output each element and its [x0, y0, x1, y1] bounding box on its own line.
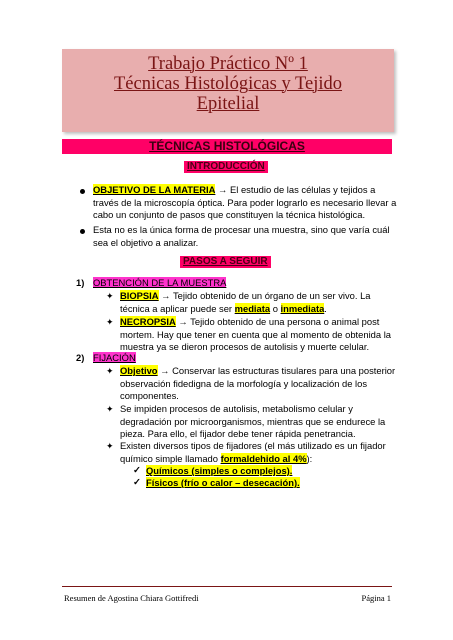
check-item-1: Químicos (simples o complejos). [146, 465, 293, 476]
fijadores-item: Existen diversos tipos de fijadores (el más utilizado es un fijador químico simple llamado formaldehido al 4%): [120, 440, 386, 464]
item-1-number: 1) [76, 277, 85, 288]
item-2-label: FIJACIÓN [93, 352, 136, 363]
checkmark-icon: ✓ [133, 477, 141, 488]
inmediata-term: inmediata [280, 302, 325, 314]
formaldehido-term: formaldehido al 4% [220, 452, 307, 464]
necropsia-term: NECROPSIA [120, 316, 176, 327]
star-bullet-icon: ✦ [106, 366, 114, 376]
arrow-icon: → [160, 365, 170, 376]
objetivo-term: Objetivo [120, 365, 158, 376]
footer-author: Resumen de Agostina Chiara Gottifredi [64, 593, 199, 603]
bullet-dot [80, 189, 85, 194]
arrow-icon: → [218, 184, 228, 195]
star-bullet-icon: ✦ [106, 404, 114, 414]
bullet-dot [80, 229, 85, 234]
footer-page-number: Página 1 [361, 593, 391, 603]
pasos-heading: PASOS A SEGUIR [180, 256, 271, 268]
title-line-3: Epitelial [196, 94, 260, 114]
autolisis-item: Se impiden procesos de autolisis, metabolismo celular y degradación por microorganismos, mientras que se endurece la pieza. Para ello, el fijador debe tener rápida penetrancia. [120, 403, 386, 440]
title-line-1: Trabajo Práctico Nº 1 [148, 54, 308, 74]
arrow-icon: → [178, 316, 188, 327]
star-bullet-icon: ✦ [106, 441, 114, 451]
star-bullet-icon: ✦ [106, 317, 114, 327]
objetivo-materia-term: OBJETIVO DE LA MATERIA [93, 184, 216, 195]
intro-bullet-1: OBJETIVO DE LA MATERIA → El estudio de las células y tejidos a través de la microscopía óptica. Para poder lograrlo es necesario llevar a cabo un conjunto de pasos que constituyen la técnica histológica. [93, 184, 397, 221]
check-item-2: Físicos (frío o calor – desecación). [146, 477, 300, 488]
title-box [62, 49, 394, 132]
intro-heading: INTRODUCCIÓN [184, 161, 268, 173]
star-bullet-icon: ✦ [106, 291, 114, 301]
item-1-label: OBTENCIÓN DE LA MUESTRA [93, 277, 227, 288]
footer-divider [62, 586, 392, 587]
arrow-icon: → [161, 290, 171, 301]
biopsia-term: BIOPSIA [120, 290, 159, 301]
biopsia-item: BIOPSIA → Tejido obtenido de un órgano de un ser vivo. La técnica a aplicar puede ser mediata o inmediata. [120, 290, 371, 314]
necropsia-item: NECROPSIA → Tejido obtenido de una persona o animal post mortem. Hay que tener en cuenta que al momento de obtenida la muestra ya se dieron procesos de autolisis y muerte celular. [120, 316, 392, 353]
title-line-2: Técnicas Histológicas y Tejido [113, 74, 343, 94]
checkmark-icon: ✓ [133, 465, 141, 476]
mediata-term: mediata [234, 302, 271, 314]
intro-bullet-2: Esta no es la única forma de procesar una muestra, sino que varía cuál sea el objetivo a analizar. [93, 224, 390, 248]
section-heading: TÉCNICAS HISTOLÓGICAS [62, 139, 392, 154]
objetivo-item: Objetivo → Conservar las estructuras tisulares para una posterior observación fidedigna de la morfología y localización de los componentes. [120, 365, 396, 402]
item-2-number: 2) [76, 352, 85, 363]
